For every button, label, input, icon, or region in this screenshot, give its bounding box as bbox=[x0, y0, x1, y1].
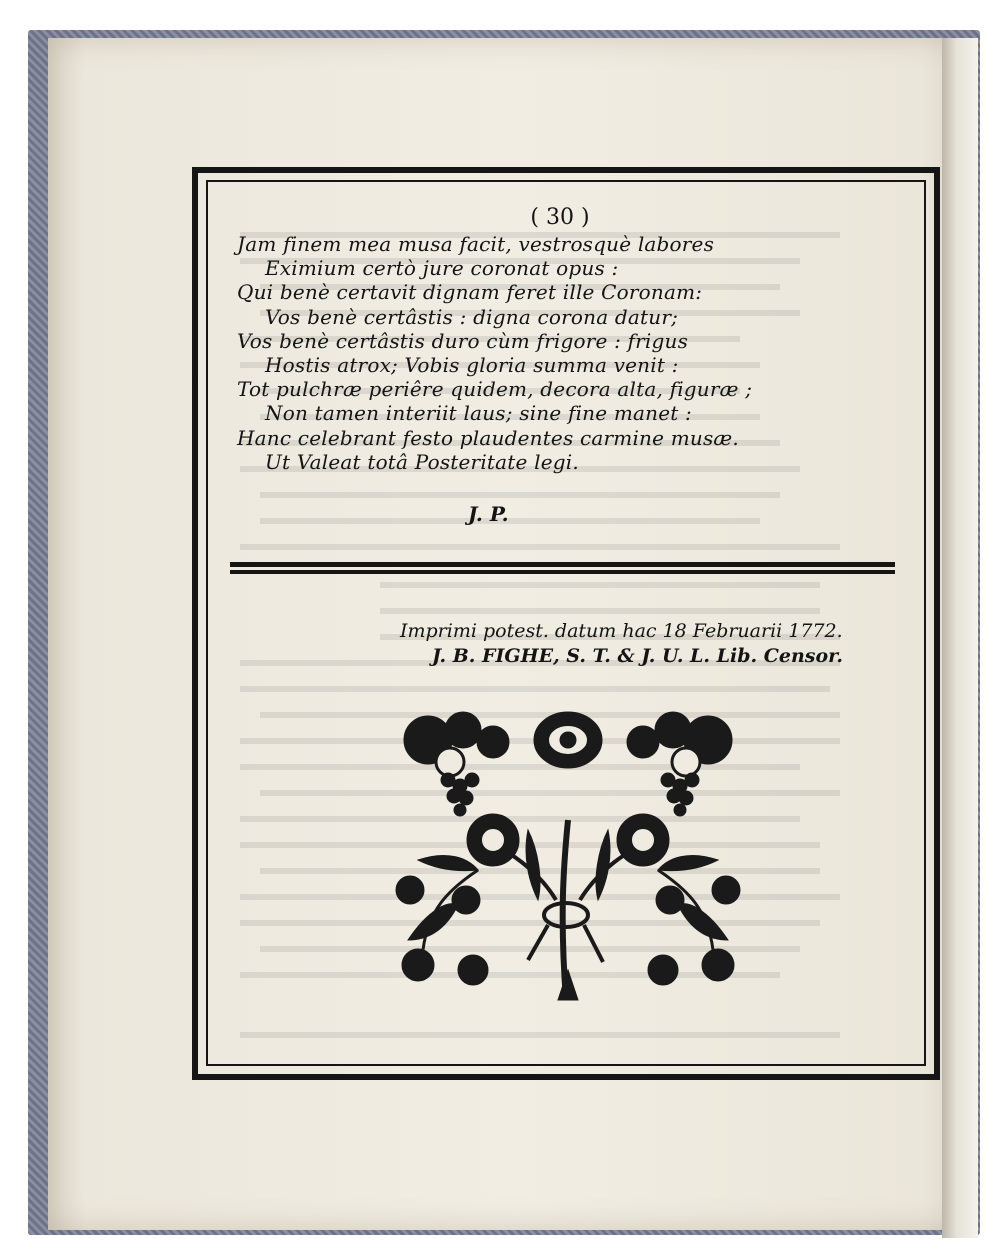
censor-signature: J. B. FIGHE, S. T. & J. U. L. Lib. Censor. bbox=[432, 645, 844, 667]
poem-line: Vos benè certâstis duro cùm frigore : frigus bbox=[237, 328, 689, 353]
page-edge bbox=[942, 38, 978, 1238]
separator-rule-top bbox=[230, 562, 895, 567]
poem-line: Tot pulchræ periêre quidem, decora alta, figuræ ; bbox=[237, 377, 753, 402]
latin-poem bbox=[237, 232, 897, 474]
author-initials: J. P. bbox=[468, 502, 509, 526]
poem-line: Ut Valeat totâ Posteritate legi. bbox=[265, 449, 579, 474]
imprimatur-line: Imprimi potest. datum hac 18 Februarii 1772. bbox=[400, 620, 843, 642]
poem-line: Eximium certò jure coronat opus : bbox=[265, 256, 619, 281]
poem-line: Vos benè certâstis : digna corona datur; bbox=[265, 304, 679, 329]
floral-bouquet-woodcut-icon bbox=[388, 700, 748, 1005]
poem-line: Non tamen interiit laus; sine fine manet : bbox=[265, 401, 692, 426]
separator-rule-bottom bbox=[230, 570, 895, 574]
poem-line: Hanc celebrant festo plaudentes carmine musæ. bbox=[237, 425, 739, 450]
poem-line: Jam finem mea musa facit, vestrosquè labores bbox=[237, 232, 715, 256]
poem-line: Hostis atrox; Vobis gloria summa venit : bbox=[265, 353, 679, 378]
page-number: ( 30 ) bbox=[530, 205, 590, 230]
poem-line: Qui benè certavit dignam feret ille Coronam: bbox=[237, 280, 703, 305]
